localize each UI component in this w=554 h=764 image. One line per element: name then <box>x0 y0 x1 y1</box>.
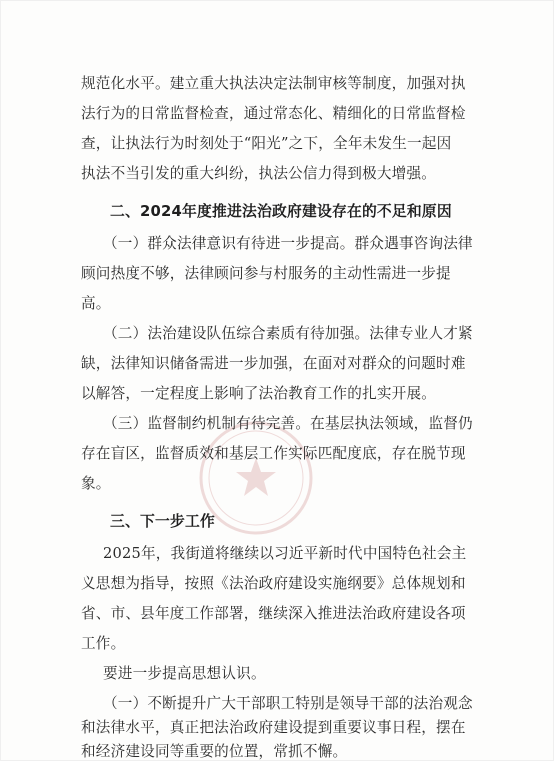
paragraph-line: 2025年，我街道将继续以习近平新时代中国特色社会主 <box>103 545 467 562</box>
paragraph-line: 以解答，一定程度上影响了法治教育工作的扎实开展。 <box>81 385 437 402</box>
paragraph-line: （二）法治建设队伍综合素质有待加强。法律专业人才紧 <box>103 325 473 342</box>
paragraph-line: 省、市、县年度工作部署，继续深入推进法治政府建设各项 <box>81 605 466 622</box>
paragraph-line: 高。 <box>81 295 111 312</box>
paragraph-line: 规范化水平。建立重大执法决定法制审核等制度，加强对执 <box>81 75 466 92</box>
paragraph-line: 缺，法律知识储备需进一步加强，在面对对群众的问题时难 <box>81 355 466 372</box>
section-heading: 三、下一步工作 <box>110 513 215 530</box>
paragraph-line: 执法不当引发的重大纠纷，执法公信力得到极大增强。 <box>81 165 437 182</box>
paragraph-line: （一）群众法律意识有待进一步提高。群众遇事咨询法律 <box>103 235 473 252</box>
paragraph-line: 要进一步提高思想认识。 <box>103 665 266 682</box>
section-heading: 二、2024年度推进法治政府建设存在的不足和原因 <box>110 203 452 220</box>
paragraph-line: （三）监督制约机制有待完善。在基层执法领域，监督仍 <box>103 415 473 432</box>
paragraph-line: 象。 <box>81 475 111 492</box>
paragraph-line: 义思想为指导，按照《法治政府建设实施纲要》总体规划和 <box>81 575 466 592</box>
paragraph-line: 工作。 <box>81 635 126 652</box>
paragraph-line: （一）不断提升广大干部职工特别是领导干部的法治观念 <box>103 695 473 712</box>
paragraph-line: 和经济建设同等重要的位置，常抓不懈。 <box>81 743 348 760</box>
paragraph-line: 法行为的日常监督检查，通过常态化、精细化的日常监督检 <box>81 105 466 122</box>
paragraph-line: 查，让执法行为时刻处于“阳光”之下，全年未发生一起因 <box>81 135 452 152</box>
paragraph-line: 和法律水平，真正把法治政府建设提到重要议事日程，摆在 <box>81 719 466 736</box>
paragraph-line: 顾问热度不够，法律顾问参与村服务的主动性需进一步提 <box>81 265 451 282</box>
paragraph-line: 存在盲区，监督质效和基层工作实际匹配度底，存在脱节现 <box>81 445 466 462</box>
